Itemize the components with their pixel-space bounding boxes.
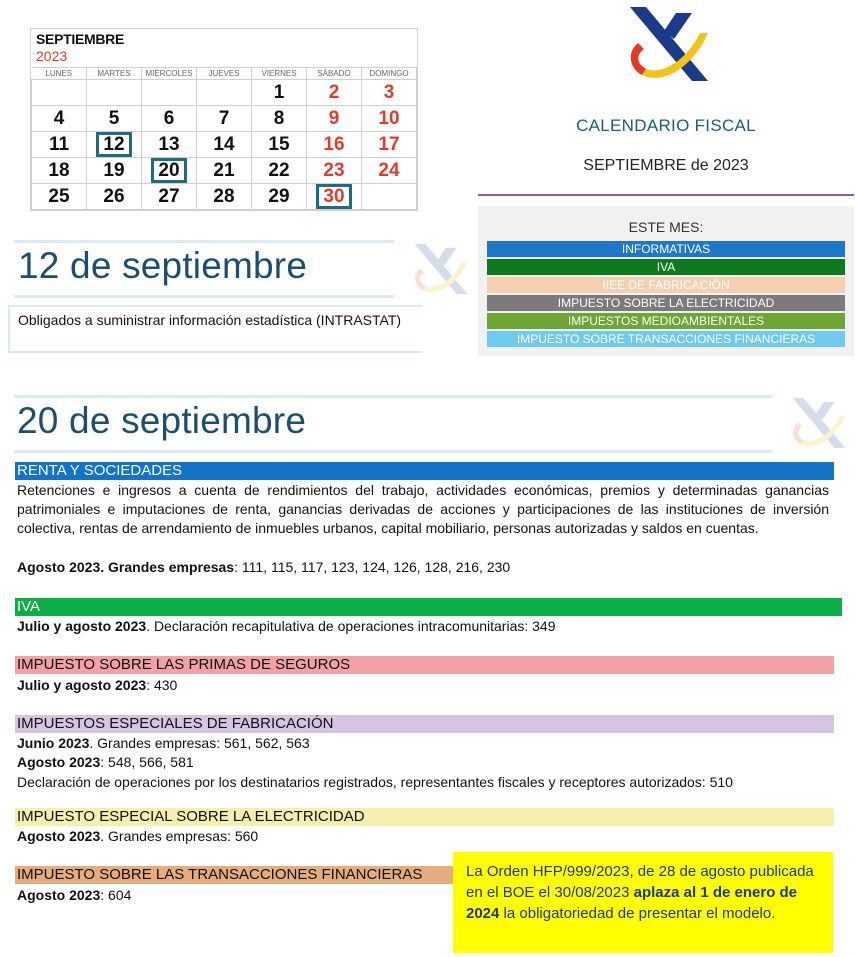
este-mes-panel <box>478 206 854 356</box>
weekday-label: MIÉRCOLES <box>142 68 197 80</box>
calendar-day: 8 <box>252 106 307 132</box>
logo-watermark-icon <box>783 394 851 452</box>
line-detail: . Declaración recapitulativa de operaciones intracomunitarias: 349 <box>146 618 556 634</box>
line-period: Agosto 2023 <box>17 887 101 903</box>
section-bar-transacciones: IMPUESTO SOBRE LAS TRANSACCIONES FINANCIERAS <box>15 866 453 884</box>
calendar-day: 23 <box>307 158 362 184</box>
line-detail: . Grandes empresas: 561, 562, 563 <box>89 735 310 751</box>
calendar-day: 18 <box>32 158 87 184</box>
section-line <box>17 734 829 753</box>
calendar-day <box>32 80 87 106</box>
section-bar-electricidad: IMPUESTO ESPECIAL SOBRE LA ELECTRICIDAD <box>15 808 834 826</box>
weekday-label: VIERNES <box>252 68 307 80</box>
section-bar-iva: IVA <box>15 598 842 616</box>
section-line <box>17 676 829 695</box>
section-line <box>17 753 829 772</box>
weekday-label: MARTES <box>87 68 142 80</box>
line-period: Agosto 2023. Grandes empresas <box>17 559 235 575</box>
calendar-day: 15 <box>252 132 307 158</box>
calendar-day: 11 <box>32 132 87 158</box>
calendar-day: 19 <box>87 158 142 184</box>
calendar-day: 27 <box>142 184 197 210</box>
section-line <box>17 827 829 846</box>
calendar-day: 2 <box>307 80 362 106</box>
este-mes-title: ESTE MES: <box>628 219 704 235</box>
line-detail: . Grandes empresas: 560 <box>100 828 259 844</box>
calendar-days <box>32 80 417 210</box>
este-mes-item: IVA <box>487 259 845 275</box>
heading-rule <box>14 450 772 453</box>
line-detail: : 430 <box>146 677 178 693</box>
calendar-fiscal-month: SEPTIEMBRE de 2023 <box>583 157 749 174</box>
calendar-day: 1 <box>252 80 307 106</box>
calendar-day: 16 <box>307 132 362 158</box>
calendar-day <box>87 132 142 158</box>
calendar-day <box>197 80 252 106</box>
logo-watermark-icon <box>405 240 473 298</box>
calendar-week <box>32 158 417 184</box>
calendar-day: 10 <box>362 106 417 132</box>
calendar-day: 25 <box>32 184 87 210</box>
section-line <box>17 617 829 636</box>
calendar-week <box>32 184 417 210</box>
heading-rule <box>14 295 394 298</box>
calendar-day: 28 <box>197 184 252 210</box>
calendar-day: 29 <box>252 184 307 210</box>
highlighted-day: 20 <box>151 158 186 183</box>
calendar-day: 21 <box>197 158 252 184</box>
intrastat-box <box>8 305 422 353</box>
calendar-day: 24 <box>362 158 417 184</box>
section-desc-renta: Retenciones e ingresos a cuenta de rendimientos del trabajo, actividades económicas, premios y determinadas ganancias patrimoniales e imputaciones de renta, ganancias derivadas de acciones y participaciones de las instituciones de inversión colectiva, rentas de arrendamiento de inmuebles urbanos, capital mobiliario, personas autorizadas y saldos en cuentas. <box>17 482 829 536</box>
line-period: Julio y agosto 2023 <box>17 618 147 634</box>
section-line <box>17 773 829 792</box>
line-period: Agosto 2023 <box>17 828 101 844</box>
section-line <box>17 558 829 577</box>
este-mes-item: INFORMATIVAS <box>487 241 845 257</box>
calendar-day: 7 <box>197 106 252 132</box>
calendar <box>30 28 418 211</box>
calendar-grid <box>31 67 417 210</box>
calendar-week <box>32 132 417 158</box>
line-detail: : 604 <box>100 887 132 903</box>
note-bold: aplaza al 1 de enero de 2024 <box>466 884 798 922</box>
heading-rule <box>14 240 394 243</box>
section-bar-fabricacion: IMPUESTOS ESPECIALES DE FABRICACIÓN <box>15 715 834 733</box>
calendar-day: 26 <box>87 184 142 210</box>
date-heading-20: 20 de septiembre <box>17 400 307 441</box>
calendar-day: 3 <box>362 80 417 106</box>
calendar-year: 2023 <box>36 48 68 64</box>
este-mes-item: IIEE DE FABRICACIÓN <box>487 277 845 293</box>
line-period: Julio y agosto 2023 <box>17 677 147 693</box>
date-heading-12: 12 de septiembre <box>18 245 308 286</box>
calendar-day <box>142 80 197 106</box>
calendar-day: 22 <box>252 158 307 184</box>
calendar-day: 17 <box>362 132 417 158</box>
note-part: la obligatoriedad de presentar el modelo. <box>499 905 776 922</box>
calendar-day: 13 <box>142 132 197 158</box>
calendar-day: 5 <box>87 106 142 132</box>
calendar-day: 9 <box>307 106 362 132</box>
line-detail: : 111, 115, 117, 123, 124, 126, 128, 216, 230 <box>234 559 511 575</box>
note-part: La Orden HFP/999/2023, de 28 de agosto publicada en el BOE el 30/08/2023 <box>466 863 814 901</box>
line-detail: : 548, 566, 581 <box>100 754 194 770</box>
calendar-day: 14 <box>197 132 252 158</box>
highlighted-day: 12 <box>96 132 131 157</box>
calendar-month: SEPTIEMBRE <box>36 31 125 47</box>
calendar-week <box>32 106 417 132</box>
calendar-day <box>142 158 197 184</box>
calendar-day <box>362 184 417 210</box>
aplazamiento-note <box>453 852 833 953</box>
calendar-week <box>32 80 417 106</box>
section-bar-primas-seguros: IMPUESTO SOBRE LAS PRIMAS DE SEGUROS <box>15 656 834 674</box>
agencia-tributaria-logo <box>616 3 716 85</box>
weekday-label: DOMINGO <box>362 68 417 80</box>
heading-rule <box>14 395 772 398</box>
weekday-label: SÁBADO <box>307 68 362 80</box>
line-period: Agosto 2023 <box>17 754 101 770</box>
divider <box>478 194 854 196</box>
note-text <box>453 852 833 924</box>
line-period: Junio 2023 <box>17 735 90 751</box>
este-mes-item: IMPUESTO SOBRE LA ELECTRICIDAD <box>487 295 845 311</box>
calendar-day <box>307 184 362 210</box>
weekday-label: JUEVES <box>197 68 252 80</box>
este-mes-item: IMPUESTOS MEDIOAMBIENTALES <box>487 313 845 329</box>
intrastat-text: Obligados a suministrar información estadística (INTRASTAT) <box>18 312 402 328</box>
section-bar-renta: RENTA Y SOCIEDADES <box>15 462 834 480</box>
line-detail: Declaración de operaciones por los destinatarios registrados, representantes fiscales y receptores autorizados: 510 <box>17 774 733 790</box>
weekday-label: LUNES <box>32 68 87 80</box>
calendar-day: 4 <box>32 106 87 132</box>
calendar-fiscal-title: CALENDARIO FISCAL <box>576 116 756 135</box>
highlighted-day: 30 <box>316 184 351 209</box>
calendar-day: 6 <box>142 106 197 132</box>
este-mes-item: IMPUESTO SOBRE TRANSACCIONES FINANCIERAS <box>487 331 845 347</box>
section-line <box>17 886 437 905</box>
calendar-day <box>87 80 142 106</box>
